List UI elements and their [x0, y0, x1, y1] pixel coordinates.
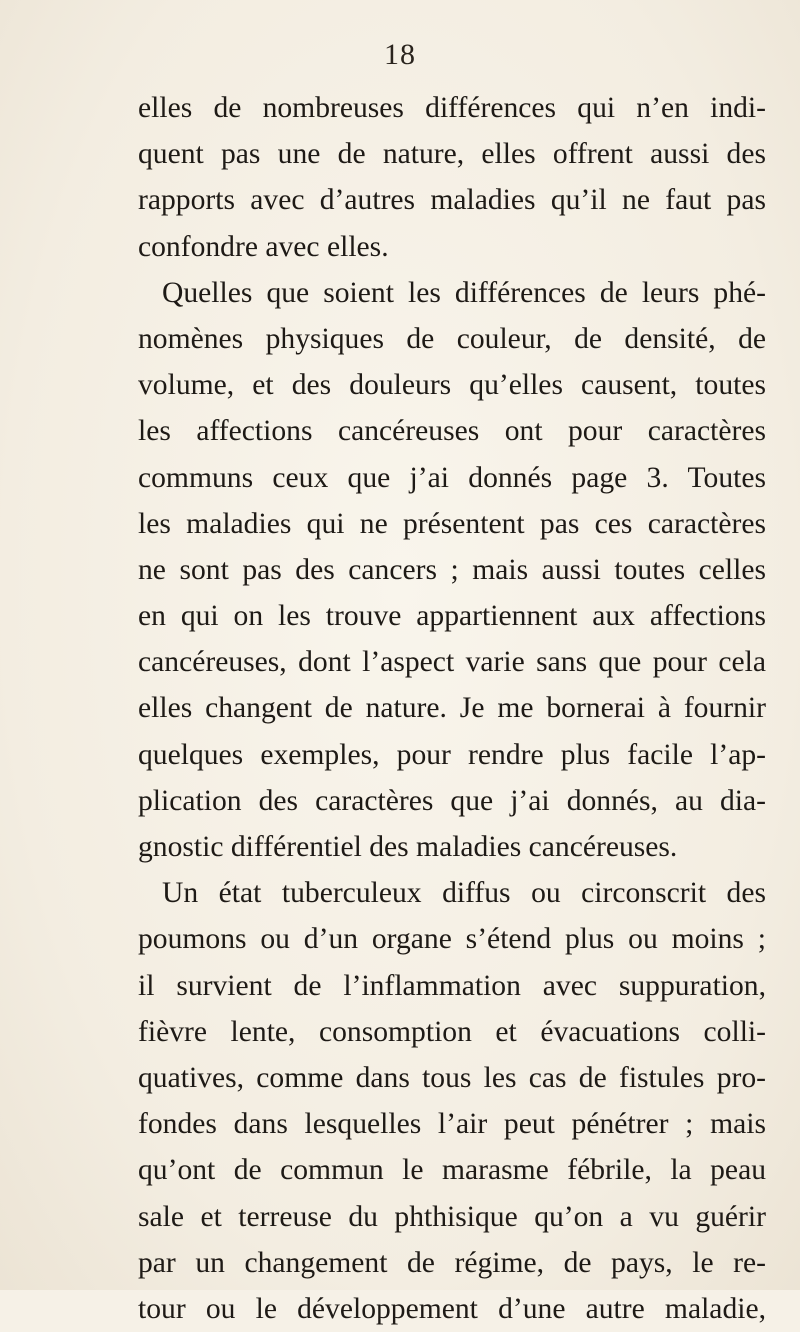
- page-number: 18: [384, 38, 416, 71]
- text-line: nomènes physiques de couleur, de densité, de: [138, 322, 766, 355]
- body-text: [138, 85, 766, 1332]
- text-line: les affections cancéreuses ont pour caractères: [138, 415, 766, 448]
- text-line: sale et terreuse du phthisique qu’on a vu guérir: [138, 1200, 766, 1233]
- text-line: communs ceux que j’ai donnés page 3. Toutes: [138, 461, 766, 494]
- text-line: il survient de l’inflammation avec suppuration,: [138, 969, 766, 1002]
- text-line: poumons ou d’un organe s’étend plus ou moins ;: [138, 923, 766, 956]
- text-line: rapports avec d’autres maladies qu’il ne faut pas: [138, 184, 766, 217]
- text-line: elles de nombreuses différences qui n’en indi-: [138, 92, 766, 124]
- text-line: Un état tuberculeux diffus ou circonscrit des: [162, 877, 766, 910]
- text-line: quatives, comme dans tous les cas de fistules pro-: [138, 1061, 766, 1094]
- text-line: tour ou le développement d’une autre maladie,: [138, 1292, 766, 1325]
- text-line: gnostic différentiel des maladies cancéreuses.: [138, 831, 678, 863]
- text-line: quent pas une de nature, elles offrent aussi des: [138, 138, 766, 171]
- text-line: plication des caractères que j’ai donnés, au dia-: [138, 784, 766, 817]
- text-line: volume, et des douleurs qu’elles causent, toutes: [138, 369, 766, 402]
- text-line: fièvre lente, consomption et évacuations colli-: [138, 1015, 766, 1048]
- text-line: Quelles que soient les différences de leurs phé-: [162, 276, 766, 309]
- text-line: elles changent de nature. Je me bornerai à fournir: [138, 692, 766, 725]
- text-line: quelques exemples, pour rendre plus facile l’ap-: [138, 738, 766, 771]
- text-line: en qui on les trouve appartiennent aux affections: [138, 600, 766, 633]
- text-line: cancéreuses, dont l’aspect varie sans que pour cela: [138, 646, 766, 679]
- text-line: confondre avec elles.: [138, 230, 389, 263]
- text-line: par un changement de régime, de pays, le re-: [138, 1246, 766, 1279]
- text-line: les maladies qui ne présentent pas ces caractères: [138, 507, 766, 540]
- text-line: qu’ont de commun le marasme fébrile, la peau: [138, 1154, 766, 1187]
- text-line: fondes dans lesquelles l’air peut pénétrer ; mais: [138, 1108, 766, 1141]
- text-line: ne sont pas des cancers ; mais aussi toutes celles: [138, 553, 766, 586]
